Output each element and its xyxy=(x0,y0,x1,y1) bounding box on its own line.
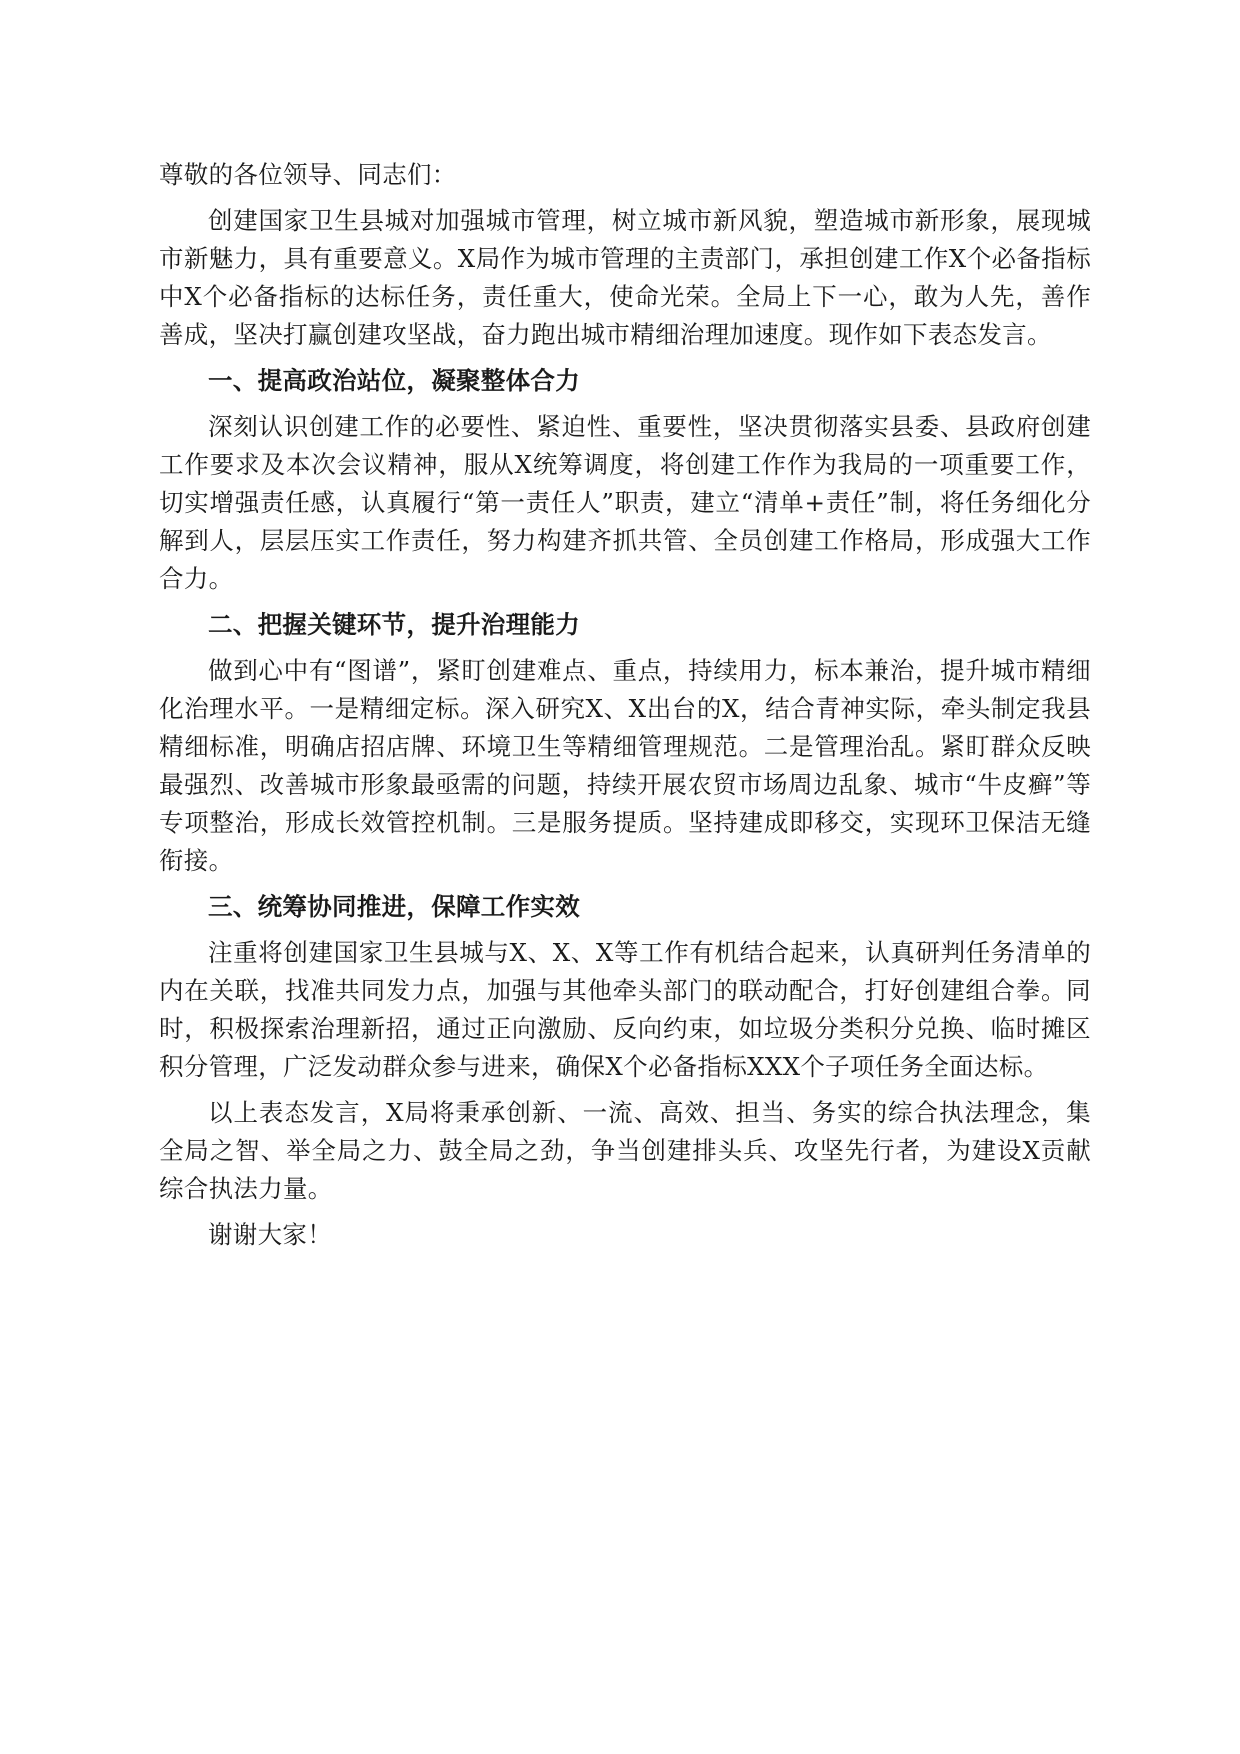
section-body-1: 深刻认识创建工作的必要性、紧迫性、重要性，坚决贯彻落实县委、县政府创建工作要求及本次会议精神，服从X统筹调度，将创建工作作为我局的一项重要工作，切实增强责任感，认真履行“第一责任人”职责，建立“清单+责任”制，将任务细化分解到人，层层压实工作责任，努力构建齐抓共管、全员创建工作格局，形成强大工作合力。 xyxy=(159,412,1091,593)
section-heading-1: 一、提高政治站位，凝聚整体合力 xyxy=(208,366,580,395)
document-body xyxy=(159,156,1091,1262)
section-heading-3: 三、统筹协同推进，保障工作实效 xyxy=(208,892,580,921)
section-body-2: 做到心中有“图谱”，紧盯创建难点、重点，持续用力，标本兼治，提升城市精细化治理水平。一是精细定标。深入研究X、X出台的X，结合青神实际，牵头制定我县精细标准，明确店招店牌、环境卫生等精细管理规范。二是管理治乱。紧盯群众反映最强烈、改善城市形象最亟需的问题，持续开展农贸市场周边乱象、城市“牛皮癣”等专项整治，形成长效管控机制。三是服务提质。坚持建成即移交，实现环卫保洁无缝衔接。 xyxy=(159,656,1091,875)
thanks-line: 谢谢大家！ xyxy=(208,1220,332,1249)
salutation: 尊敬的各位领导、同志们： xyxy=(159,160,457,189)
section-body-3: 注重将创建国家卫生县城与X、X、X等工作有机结合起来，认真研判任务清单的内在关联，找准共同发力点，加强与其他牵头部门的联动配合，打好创建组合拳。同时，积极探索治理新招，通过正向激励、反向约束，如垃圾分类积分兑换、临时摊区积分管理，广泛发动群众参与进来，确保X个必备指标XXX个子项任务全面达标。 xyxy=(159,938,1091,1081)
intro-paragraph: 创建国家卫生县城对加强城市管理，树立城市新风貌，塑造城市新形象，展现城市新魅力，具有重要意义。X局作为城市管理的主责部门，承担创建工作X个必备指标中X个必备指标的达标任务，责任重大，使命光荣。全局上下一心，敢为人先，善作善成，坚决打赢创建攻坚战，奋力跑出城市精细治理加速度。现作如下表态发言。 xyxy=(159,206,1091,349)
section-heading-2: 二、把握关键环节，提升治理能力 xyxy=(208,610,580,639)
closing-paragraph: 以上表态发言，X局将秉承创新、一流、高效、担当、务实的综合执法理念，集全局之智、举全局之力、鼓全局之劲，争当创建排头兵、攻坚先行者，为建设X贡献综合执法力量。 xyxy=(159,1098,1091,1203)
